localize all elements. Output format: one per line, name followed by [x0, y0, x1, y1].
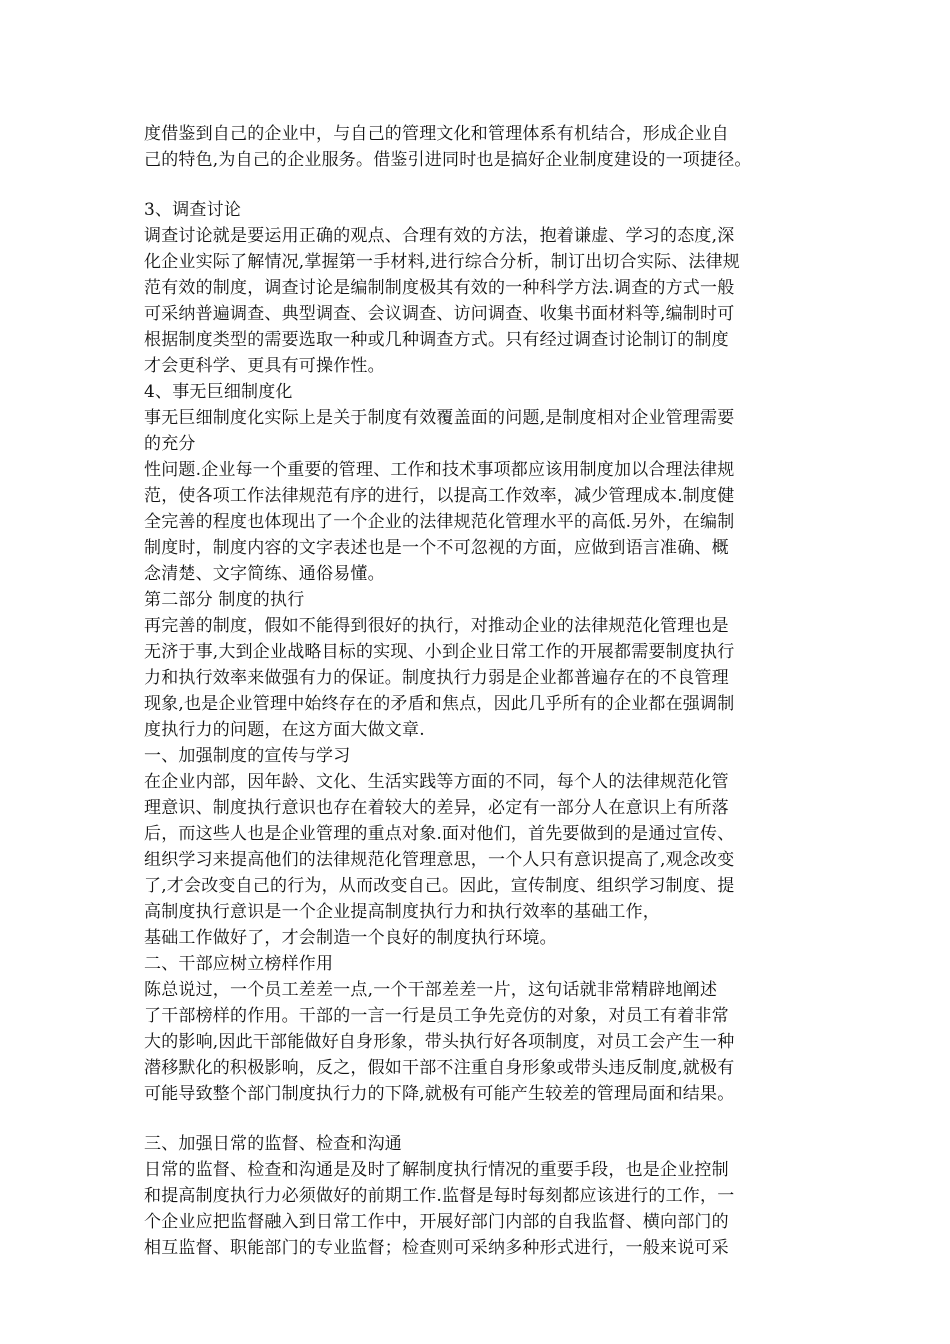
- text-line: 了,才会改变自己的行为，从而改变自己。因此，宣传制度、组织学习制度、提: [144, 876, 735, 896]
- text-line: 现象,也是企业管理中始终存在的矛盾和焦点，因此几乎所有的企业都在强调制: [144, 694, 735, 714]
- text-line: 理意识、制度执行意识也存在着较大的差异，必定有一部分人在意识上有所落: [144, 798, 729, 818]
- text-line: 相互监督、职能部门的专业监督；检查则可采纳多种形式进行，一般来说可采: [144, 1238, 729, 1258]
- text-line: 力和执行效率来做强有力的保证。制度执行力弱是企业都普遍存在的不良管理: [144, 668, 729, 688]
- text-line: 和提高制度执行力必须做好的前期工作.监督是每时每刻都应该进行的工作，一: [144, 1186, 735, 1206]
- text-line: 根据制度类型的需要选取一种或几种调查方式。只有经过调查讨论制订的制度: [144, 330, 729, 350]
- text-line: 高制度执行意识是一个企业提高制度执行力和执行效率的基础工作，: [144, 902, 660, 922]
- text-line: 可能导致整个部门制度执行力的下降,就极有可能产生较差的管理局面和结果。: [144, 1084, 735, 1104]
- text-line: 己的特色,为自己的企业服务。借鉴引进同时也是搞好企业制度建设的一项捷径。: [144, 150, 752, 170]
- text-line: 基础工作做好了，才会制造一个良好的制度执行环境。: [144, 928, 557, 948]
- text-line: 陈总说过，一个员工差差一点,一个干部差差一片，这句话就非常精辟地阐述: [144, 980, 718, 1000]
- text-line: 可采纳普遍调查、典型调查、会议调查、访问调查、收集书面材料等,编制时可: [144, 304, 735, 324]
- text-line: 范有效的制度，调查讨论是编制制度极其有效的一种科学方法.调查的方式一般: [144, 278, 735, 298]
- text-line: 全完善的程度也体现出了一个企业的法律规范化管理水平的高低.另外，在编制: [144, 512, 735, 532]
- document-body: [144, 121, 808, 1261]
- paragraph-group-3: [144, 1131, 808, 1261]
- text-line: 潜移默化的积极影响，反之，假如干部不注重自身形象或带头违反制度,就极有: [144, 1058, 735, 1078]
- text-line: 一、加强制度的宣传与学习: [144, 746, 351, 766]
- text-line: 性问题.企业每一个重要的管理、工作和技术事项都应该用制度加以合理法律规: [144, 460, 735, 480]
- text-line: 的充分: [144, 434, 196, 454]
- text-line: 三、加强日常的监督、检查和沟通: [144, 1134, 402, 1154]
- text-line: 才会更科学、更具有可操作性。: [144, 356, 385, 376]
- text-line: 再完善的制度，假如不能得到很好的执行，对推动企业的法律规范化管理也是: [144, 616, 729, 636]
- paragraph-spacer: [144, 1107, 808, 1131]
- text-line: 组织学习来提高他们的法律规范化管理意思，一个人只有意识提高了,观念改变: [144, 850, 735, 870]
- paragraph-group-1: [144, 121, 808, 173]
- text-line: 大的影响,因此干部能做好自身形象，带头执行好各项制度，对员工会产生一种: [144, 1032, 735, 1052]
- text-line: 第二部分 制度的执行: [144, 590, 305, 610]
- paragraph-spacer: [144, 173, 808, 197]
- text-line: 二、干部应树立榜样作用: [144, 954, 334, 974]
- text-line: 无济于事,大到企业战略目标的实现、小到企业日常工作的开展都需要制度执行: [144, 642, 735, 662]
- text-line: 后，而这些人也是企业管理的重点对象.面对他们，首先要做到的是通过宣传、: [144, 824, 735, 844]
- paragraph-group-2: [144, 197, 808, 1107]
- text-line: 度借鉴到自己的企业中，与自己的管理文化和管理体系有机结合，形成企业自: [144, 124, 729, 144]
- text-line: 调查讨论就是要运用正确的观点、合理有效的方法，抱着谦虚、学习的态度,深: [144, 226, 735, 246]
- text-line: 日常的监督、检查和沟通是及时了解制度执行情况的重要手段，也是企业控制: [144, 1160, 729, 1180]
- text-line: 个企业应把监督融入到日常工作中，开展好部门内部的自我监督、横向部门的: [144, 1212, 729, 1232]
- text-line: 事无巨细制度化实际上是关于制度有效覆盖面的问题,是制度相对企业管理需要: [144, 408, 735, 428]
- text-line: 范，使各项工作法律规范有序的进行，以提高工作效率，减少管理成本.制度健: [144, 486, 735, 506]
- text-line: 在企业内部，因年龄、文化、生活实践等方面的不同，每个人的法律规范化管: [144, 772, 729, 792]
- text-line: 了干部榜样的作用。干部的一言一行是员工争先竞仿的对象，对员工有着非常: [144, 1006, 729, 1026]
- text-line: 4、事无巨细制度化: [144, 382, 293, 402]
- text-line: 3、调查讨论: [144, 200, 242, 220]
- text-line: 制度时，制度内容的文字表述也是一个不可忽视的方面，应做到语言准确、概: [144, 538, 729, 558]
- text-line: 度执行力的问题，在这方面大做文章.: [144, 720, 425, 740]
- text-line: 化企业实际了解情况,掌握第一手材料,进行综合分析，制订出切合实际、法律规: [144, 252, 741, 272]
- text-line: 念清楚、文字简练、通俗易懂。: [144, 564, 385, 584]
